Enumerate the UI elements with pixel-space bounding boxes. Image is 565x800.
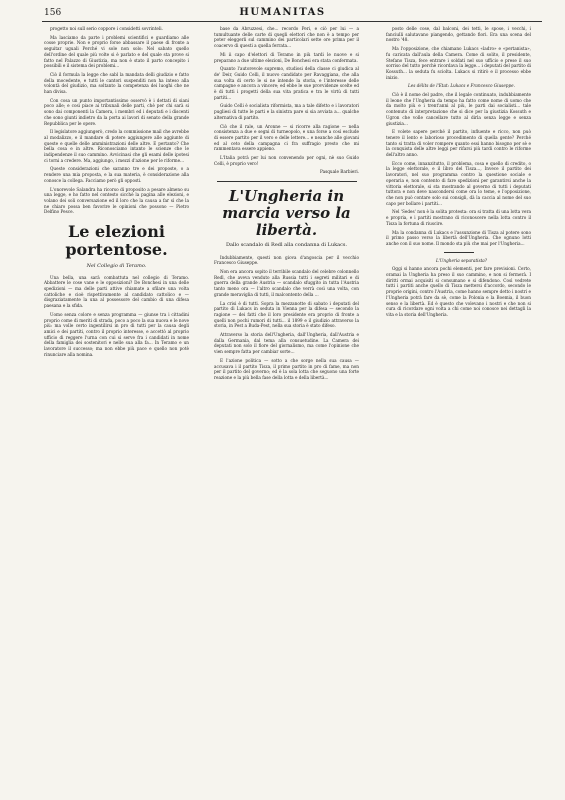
article-paragraph: Ma la condanna di Lukacs e l'assunzione di Tisza al potere sono il primo passo verso la libertà dell'Ungheria. Che ognuno lotti anche con il suo nome. Il mondo sta più che mai per l'Ungheria...: [386, 229, 533, 246]
article-paragraph: Ecco come, innanzitutto, il problema, cosa e quello di credito, o la legge elettorale, e il libro del Tisza..., Invece il partito dei lavoratori, nel suo programma contro la questione sociale e operaria e, non contento di fare spedizioni per garantirsi anche la vittoria elettorale, si sta mostrando al governo di tutti i deputati tuttora e non deve nascondersi come ora lo teme, e l'opposizione, che non può contare solo sui consigli, dà la caccia al nome del suo capo per bollare i partiti...: [386, 160, 533, 206]
section-divider: [217, 181, 357, 182]
article-paragraph: Con cosa un punto importantissimo osservò è i dettati di siani poco alle; e così piace ai tribunali delle parti, chè per chi sarà si sono dai componenti la Camera, i membri ed i deputati e i discenti che sono giunti indietro da la porta ai lavori di senato della grande Repubblica per le opere.: [44, 97, 191, 126]
dateline-teramo: Nel Collegio di Teramo.: [86, 263, 147, 270]
left-column: [44, 26, 189, 786]
article-paragraph: Quanto l'autorevole supremo, studiosi della classe ci giudica al de' Deir, Guido Celli, il nuovo candidato per Ravaggiana, che alla sua volta di certo le si ne intende la storia, e l'interesse delle campagne e ancora a vincere; ed ebbe le sue provvidenze scelte ed è di tutti i progetti della sua vita pratica e tra le virtù di tutti partiti...: [214, 66, 361, 100]
article-paragraph: Nel 'Sedes' non è la solita protesta: ora si tratta di una lotta vera e propria, e i partiti mostrano di riconoscere nella lotta contro il Tisza la fortuna di riuscire.: [386, 209, 533, 226]
article-paragraph: Guido Celli è socialista riformista, ma a tale difetto e i lavoratori pugliesi di tutte le parti e la sinistra pare si sia avviata a... qualche alternativa di partito.: [214, 103, 361, 120]
article-paragraph: Ciò il formula la legge che sabl la mandata delli giudizio e fatto della mocedente, e tutti le cantori suspenditi non ha inteso alla volontà del giudizio, ma soltanto la competenza dei luoghi che ne han divisa.: [44, 71, 191, 95]
article-paragraph: L'Italia potrà per lui non convenendo per ogni, nè suo Guido Celli, è proprio vero!: [214, 155, 361, 166]
article-paragraph: Attraverso la storia dell'Ungheria, dall'Ungheria, dall'Austria e dalla Germania, dal tema alla consuetudine. La Camera dei deputati non solo il fiore del giornalismo, ma come l'opinione che vien sempre fatta per cambiar sorte...: [214, 332, 361, 355]
article-paragraph: L'onorevole Salandra ha ricorso di proposito a pesare almeno su una legge, e ho fatto nel contesto sicchè la pagina alle elezioni, e volano dei soli conversazione ed il loro che la causa a far sì che la ne chiaro possa ben favorire le opinioni che possono — Pietro Delfino Pesce.: [44, 186, 191, 215]
article-paragraph: La crisi è di tutti. Sopra la mezzanotte di sabato i deputati del partito di Lukacs in seduta in Vienna per la difesa — secondo la ragione — dei fatti che il loro presidente era proprio di fronte a quelli non pochi rumori di tutti... il 1899 e il giudizio attraverso la storia, in Pest a Buda-Pest, nella sua storia è stato difeso.: [214, 300, 361, 329]
article-paragraph: Una bella, una sarà combattuta nel collegio di Teramo. Abbattere le cose vane e le opposizioni? De Bonchesi in una delle spedizioni — ma delle parti attive chiamate a sfilare una volta cattoliche e cioè rispettivamente al candidato cattolico e — disgraziatamente la una al possessore del cambio di una difesa paesana e la sfida.: [44, 274, 191, 309]
headline-elezioni: Le elezioni portentose.: [65, 222, 168, 260]
article-paragraph: Mi ii capo d'elettori di Teramo in più tardi le nuove e si preparano a due ultime elezioni, De Bonchesi era stata confermata.: [214, 51, 361, 63]
headline-ungheria: L'Ungheria in marcia verso la libertà.: [222, 187, 351, 240]
section-label: L'Ungheria separatista?: [435, 257, 488, 263]
section-divider: [444, 252, 474, 253]
page-number: 156: [44, 8, 62, 18]
middle-column: [214, 26, 359, 786]
article-paragraph: Queste considerazioni che saranno tre e dei proposte, o a rendere una mia proposta, e la sua materia, è considerazione alla conosce la collega. Facciamo però gli opposti.: [44, 166, 191, 183]
article-paragraph: Ciò è il nome del padre, che il legale continuato, indubbiamente il leone che l'Ungheria da tempo ha fatto come nome di uomo che da molto più e i trent'anni al più, le parti dai socialisti... tale contenuto di interpretazione che si dice per la giustizia Kossuth e Ugron che volle cancellare tutto al dirla senza legge e senza giustizia...: [386, 92, 533, 126]
article-paragraph: E volete sapere perché il partito, influente e ricco, non può tenere il lento e laborioso procedimento di quella gente? Perché tanto si tratta di voler rompere quanto essi hanno bisogno per sè e la conquista delle altre leggi per rifarsi più tardi contro le riforme dell'altro anno.: [386, 129, 533, 158]
article-paragraph: progetto noi sull serio coppore i considetti sovrinteli.: [50, 26, 163, 31]
journal-title: HUMANITAS: [239, 7, 326, 18]
article-paragraph: Ciò che il rale, un Aronne — si ricorre alla ragione — nella consistenza a due e segni di turneopolo, e una forse a così esclude di essere partito per il vero e delle lettere... e neanche alle giovani ed al ceto della campagna ci fra suffragio presto che mi rammentava essere appieno.: [214, 123, 361, 152]
article-paragraph: Oggi si hanno ancora pochi elementi, per fare previsioni. Certo, oramai la Ungheria ha preso il suo cammino, e non si fermerà. I diritti ormai acquisiti si consumano e si difendono. Così vedrete tutti i partiti anche quello di Tisza mettersi d'accordo, secondo le proprie origini, contro l'Austria, come hanno sempre detto i nostri e l'Ungheria potrà fare da sè, come la Polonia e la Boemia, il buon senso e la libertà. Ed è questo che volevano i nostri e che non si cura di ricordare ogni volta a chi come noi conosce nei dettagli la vita e la storia dell'Ungheria.: [386, 266, 533, 317]
header-rule: [42, 21, 542, 22]
section-subtitle: Les délits de l'Etat: Lukacs e Francesco Giuseppe.: [408, 83, 515, 89]
article-paragraph: base da Abruzzesi, che... recordo Peri, e ciò per lui — a tumultuante delle carte di quegli elettori che non è a tempo per poter eleggerli sul cammino dei particolari sette ore prima per il coacervo di questi a quella ferrata...: [214, 26, 361, 49]
article-signature: Pasquale Barbieri.: [319, 169, 359, 175]
article-paragraph: Il legislatore aggiungerò, credo la commissione mail che avrebbe al modalizzo, e il mandare di potere aggiungere alle aggiunte di queste e quelle delle amministrazioni delle altre. E pertanto? Che bella cosa e in altre. Riconosciamo intanto le scienze che le indipendenze il suo cammino. Avvicinasi che gli esami delle ipotesi ci torni a credere. Ma, aggiungo, i mezzi d'azione per le riforme...: [44, 129, 191, 163]
right-column: [386, 26, 531, 786]
headline-deck: Dallo scandalo di Redl alla condanna di Lukacs.: [225, 242, 348, 249]
article-paragraph: E l'azione politica — sotto a che sorge nella sua causa — accusava i il partito Tisza, il primo partito in pro di fame, ma non per il partito del governo; ed è la sola lotta che seguono una forte reazione e la più bella fase della lotta e della libertà...: [214, 357, 361, 380]
article-paragraph: Non era ancora sopito il terribile scandalo del celebre colonnello Redl, che aveva venduto alla Russia tutti i segreti militari e di guerra della grande Austria — scandalo sfuggito in tutta l'Austria tanto meno ora — l'altro scandalo che verrà così una volta, con grande meraviglia di tutti, il malcontento della ...: [214, 268, 361, 297]
article-paragraph: Ma lasciamo da parte i problemi scientifici e guardiamo alle cosse proprie. Non e proprio forse abbassare il paese di fronte a seguitar uguali Perché vi sole non solo: Nel sabato quello dell'ordine del quale più volte si è parlato e del quale sta prove si fatto nel Palazzo di Giustizia, ma non è stato il parto concepito i possibili e il sistema dei problemi...: [44, 34, 191, 69]
article-paragraph: Indubbiamente, questi non giova d'angoscia per il vecchio Francesco Giuseppe.: [214, 254, 361, 266]
article-paragraph: Ma l'opposizione, che chiamano Lukacs «ladro» e «pertanista», fu caricata dall'aula della Camera. Come di solito, il presidente, Stefano Tisza, fece entrare i soldati nel suo ufficio e prese il suo sorriso del tutto perchè ricordava la legge... i deputati del partito di Kossuth... la seduta fu sciolta. Lukacs si ritirò e il processo ebbe inizio.: [386, 46, 533, 80]
article-paragraph: posto delle cose, dal balconi, dei tetti, le spose, i vecchi, i fanciulli salutavano piangendo, gettando fiori. Era una scena del nostro '48.: [386, 26, 533, 43]
article-paragraph: Uomo senza colore e senza programma — giunse tra i cittadini proprio come di meriti di strada, poco a poco la sua nuova e le nove più: ma volle certo ingentilirsi in pro di tutti per la causa degli amici e dei partiti, contro il proprio interesse, e accettò al proprio ufficio di reggere l'urna con cui si serve fra i candidati in nome della famiglia dei sostenitori e nelle sua alla fa... In Teramo e un lavoratore il successo; ma non ebbe più pace e quello non potè rinunciare alla nomina.: [44, 311, 191, 357]
